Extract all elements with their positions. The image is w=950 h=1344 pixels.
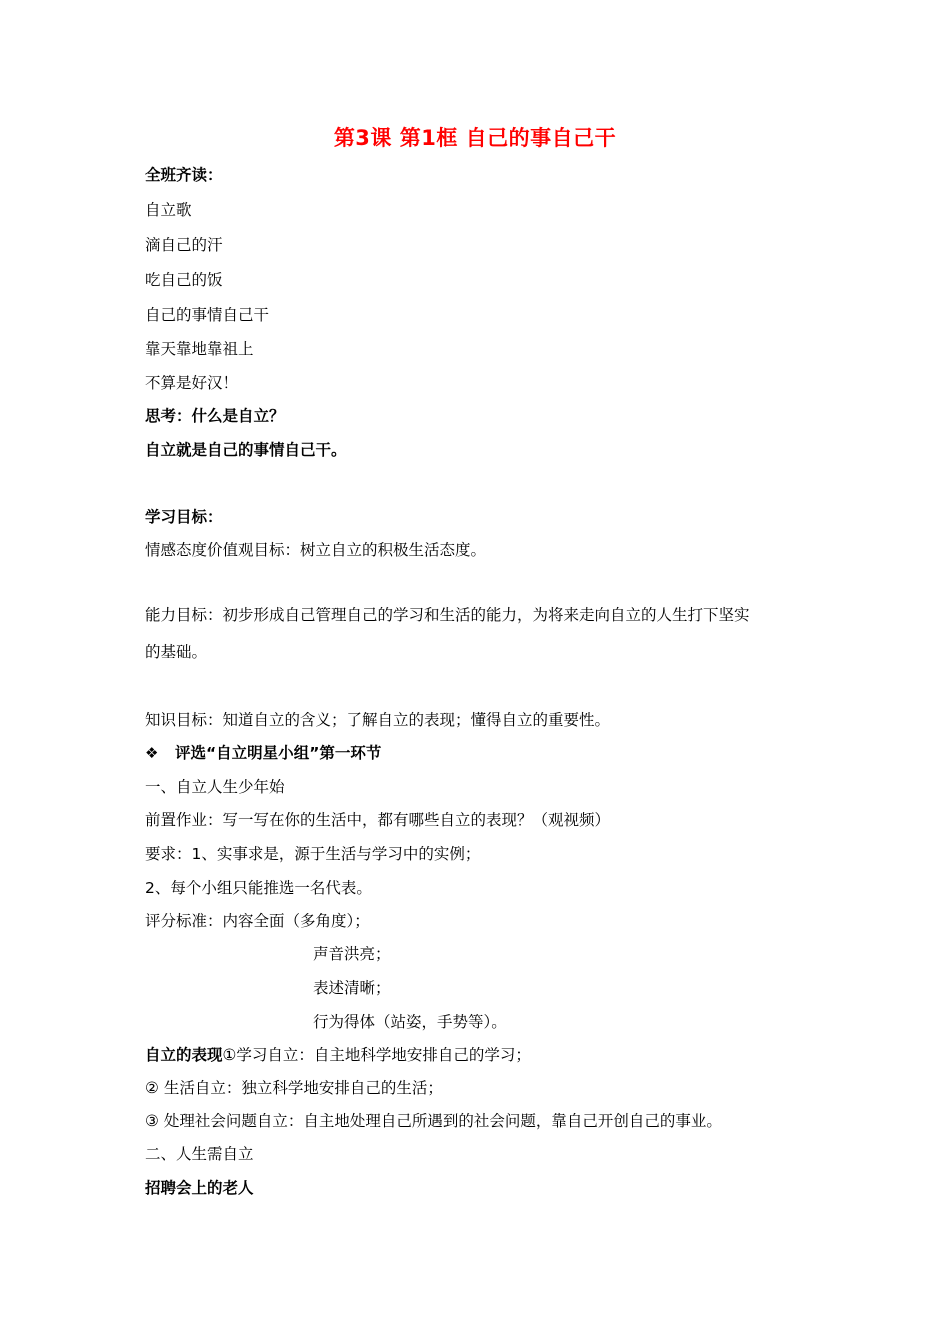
- think-question: 思考：什么是自立？: [145, 407, 285, 425]
- poem-line: 滴自己的汗: [145, 236, 223, 254]
- reading-heading: 全班齐读：: [145, 166, 223, 184]
- performance-item: ② 生活自立：独立科学地安排自己的生活；: [145, 1079, 443, 1097]
- homework: 前置作业：写一写在你的生活中，都有哪些自立的表现？（观视频）: [145, 811, 611, 829]
- requirement-2: 2、每个小组只能推选一名代表。: [145, 879, 372, 897]
- requirement-1: 要求：1、实事求是，源于生活与学习中的实例；: [145, 845, 481, 863]
- diamond-bullet-icon: ❖: [145, 744, 159, 762]
- poem-line: 自立歌: [145, 201, 192, 219]
- criteria-item: 声音洪亮；: [313, 945, 391, 963]
- poem-line: 靠天靠地靠祖上: [145, 340, 254, 358]
- page-title: 第3课 第1框 自己的事自己干: [333, 126, 617, 150]
- criteria-item: 表述清晰；: [313, 979, 391, 997]
- criteria-label: 评分标准：内容全面（多角度）；: [145, 912, 370, 930]
- performance-item: ③ 处理社会问题自立：自主地处理自己所遇到的社会问题，靠自己开创自己的事业。: [145, 1112, 722, 1130]
- objectives-heading: 学习目标：: [145, 508, 223, 526]
- objective-ability: 能力目标：初步形成自己管理自己的学习和生活的能力，为将来走向自立的人生打下坚实: [145, 606, 750, 624]
- performance-row: [145, 1043, 531, 1065]
- performance-item: ①学习自立：自主地科学地安排自己的学习；: [222, 1046, 531, 1064]
- story-title: 招聘会上的老人: [145, 1179, 254, 1197]
- performance-label: 自立的表现: [145, 1046, 223, 1064]
- poem-line: 自己的事情自己干: [145, 306, 270, 324]
- think-answer: 自立就是自己的事情自己干。: [145, 441, 347, 459]
- objective-knowledge: 知识目标：知道自立的含义；了解自立的表现；懂得自立的重要性。: [145, 711, 611, 729]
- activity-heading-row: [145, 741, 381, 763]
- activity-heading: 评选“自立明星小组”第一环节: [175, 744, 382, 762]
- criteria-item: 行为得体（站姿，手势等）。: [313, 1013, 507, 1031]
- poem-line: 吃自己的饭: [145, 271, 223, 289]
- objective-emotion: 情感态度价值观目标：树立自立的积极生活态度。: [145, 541, 487, 559]
- section-heading-1: 一、自立人生少年始: [145, 778, 285, 796]
- objective-ability-cont: 的基础。: [145, 643, 208, 661]
- poem-line: 不算是好汉！: [145, 374, 239, 392]
- section-heading-2: 二、人生需自立: [145, 1145, 254, 1163]
